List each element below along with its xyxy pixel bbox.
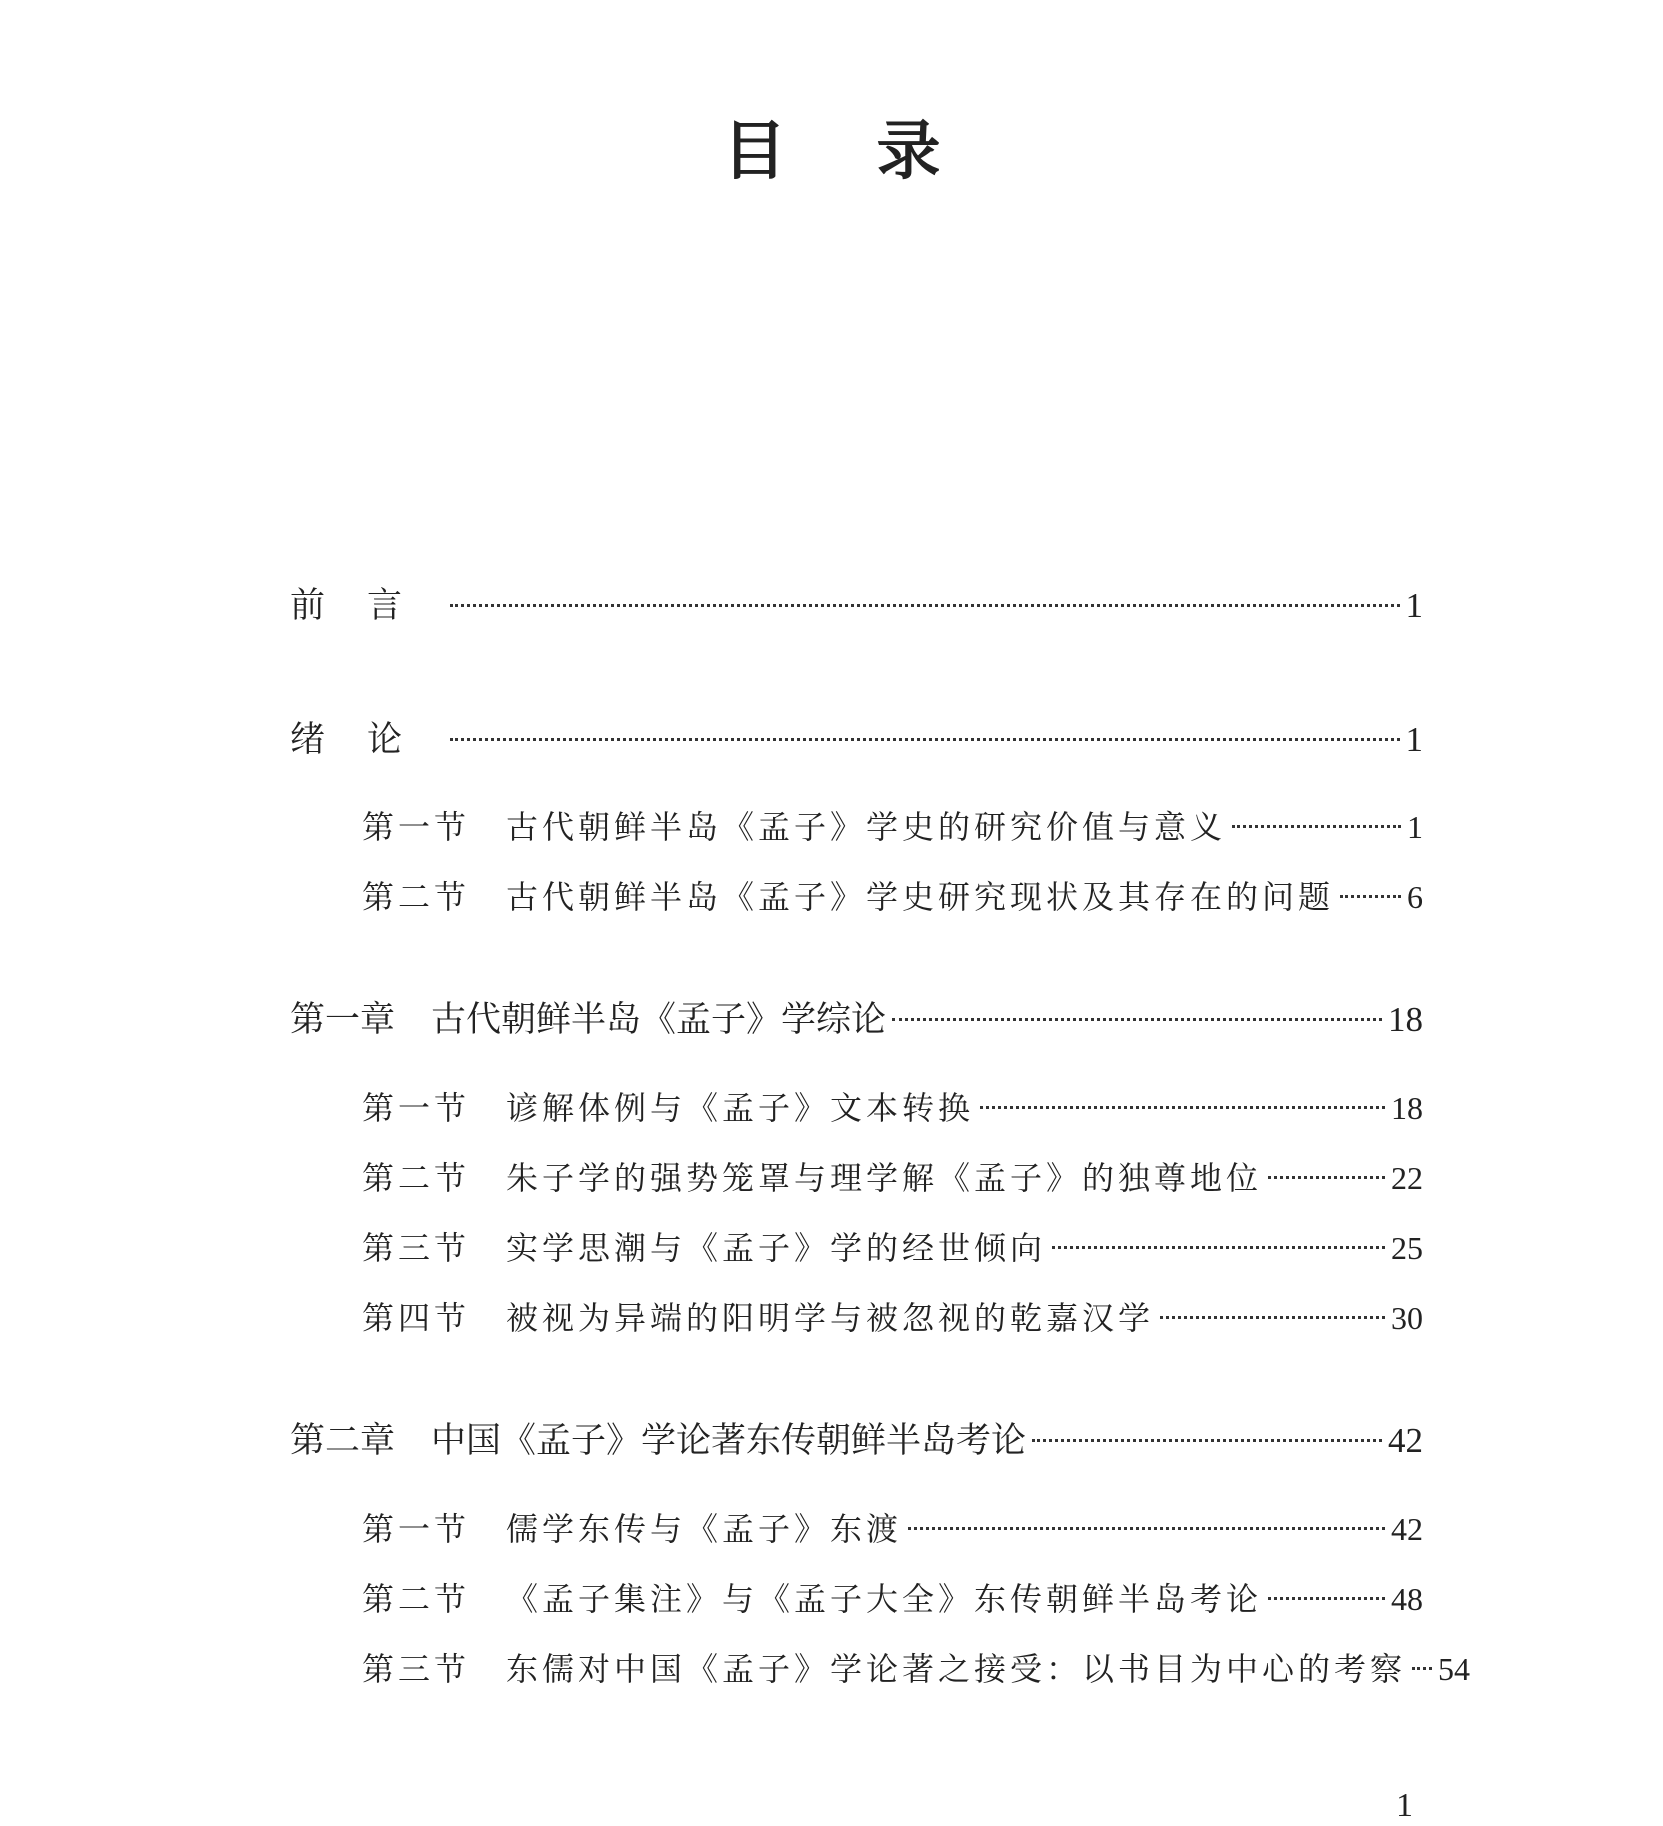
dot-leader [1160,1316,1385,1319]
dot-leader [1052,1246,1385,1249]
toc-entry-label: 第一章 [290,1000,396,1040]
toc-entry-page: 42 [1391,1511,1423,1547]
toc-entry-title: 古代朝鲜半岛《孟子》学史研究现状及其存在的问题 [506,878,1335,916]
toc-entry-label: 绪论 [290,720,445,760]
dot-leader [1268,1176,1385,1179]
toc-entry-label: 第二节 [362,878,471,916]
page-number: 1 [1396,1787,1413,1824]
toc-entry-title: 儒学东传与《孟子》东渡 [506,1510,903,1548]
toc-entry-title: 实学思潮与《孟子》学的经世倾向 [506,1229,1047,1267]
toc-entry-label: 第二章 [290,1421,396,1461]
toc-entry-label: 第四节 [362,1299,471,1337]
toc-entry-section[interactable] [362,875,1423,919]
dot-leader [1412,1667,1432,1670]
toc-entry-section[interactable] [362,1507,1423,1551]
toc-entry-page: 1 [1405,586,1423,625]
page-title: 目录 [722,114,1031,189]
toc-entry-page: 30 [1391,1300,1423,1336]
toc-entry-title: 古代朝鲜半岛《孟子》学史的研究价值与意义 [506,808,1227,846]
dot-leader [1232,825,1401,828]
toc-entry-title: 朱子学的强势笼罩与理学解《孟子》的独尊地位 [506,1159,1263,1197]
dot-leader [908,1527,1385,1530]
toc-entry-label: 第二节 [362,1580,471,1618]
toc-entry-page: 22 [1391,1160,1423,1196]
toc-entry-label: 第三节 [362,1650,471,1688]
dot-leader [1268,1597,1385,1600]
toc-entry-label: 第一节 [362,808,471,846]
toc-entry-preface[interactable] [290,584,1423,628]
toc-entry-section[interactable] [362,1577,1423,1621]
toc-entry-title: 被视为异端的阳明学与被忽视的乾嘉汉学 [506,1299,1155,1337]
toc-entry-introduction[interactable] [290,718,1423,762]
toc-entry-section[interactable] [362,1086,1423,1130]
dot-leader [1340,895,1401,898]
toc-entry-title: 古代朝鲜半岛《孟子》学综论 [431,1000,887,1040]
toc-entry-page: 25 [1391,1230,1423,1266]
toc-entry-page: 54 [1438,1651,1471,1687]
toc-entry-label: 第三节 [362,1229,471,1267]
dot-leader [892,1018,1382,1021]
toc-entry-title: 东儒对中国《孟子》学论著之接受：以书目为中心的考察 [506,1650,1407,1688]
dot-leader [1032,1439,1382,1442]
toc-entry-title: 中国《孟子》学论著东传朝鲜半岛考论 [431,1421,1027,1461]
toc-entry-page: 18 [1391,1090,1423,1126]
toc-entry-label: 第二节 [362,1159,471,1197]
toc-entry-label: 第一节 [362,1510,471,1548]
toc-entry-page: 48 [1391,1581,1423,1617]
toc-entry-label: 前言 [290,586,445,626]
toc-entry-section[interactable] [362,1296,1423,1340]
toc-entry-page: 18 [1388,1000,1423,1039]
toc-entry-page: 42 [1388,1421,1423,1460]
toc-entry-section[interactable] [362,1156,1423,1200]
toc-entry-chapter[interactable] [290,998,1423,1042]
toc-entry-title: 谚解体例与《孟子》文本转换 [506,1089,975,1127]
dot-leader [450,604,1399,607]
toc-entry-page: 6 [1407,879,1423,915]
dot-leader [450,738,1399,741]
toc-entry-page: 1 [1407,809,1423,845]
toc-entry-section[interactable] [362,1226,1423,1270]
toc-entry-chapter[interactable] [290,1419,1423,1463]
toc-entry-section[interactable] [362,805,1423,849]
toc-entry-page: 1 [1405,720,1423,759]
toc-entry-label: 第一节 [362,1089,471,1127]
dot-leader [980,1106,1385,1109]
toc-entry-title: 《孟子集注》与《孟子大全》东传朝鲜半岛考论 [506,1580,1263,1618]
toc-entry-section[interactable] [362,1647,1471,1691]
